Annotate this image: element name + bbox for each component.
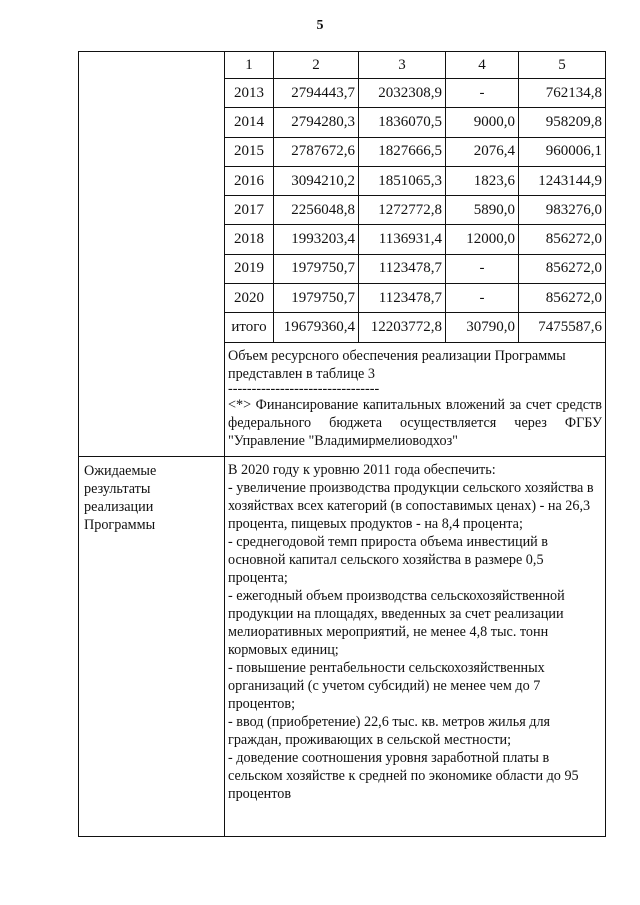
table-cell: 1979750,7 — [274, 254, 359, 283]
table-cell: 2014 — [225, 108, 274, 137]
table-cell: 983276,0 — [519, 196, 606, 225]
table-cell: 2019 — [225, 254, 274, 283]
table-cell: 856272,0 — [519, 284, 606, 313]
table-cell: 856272,0 — [519, 254, 606, 283]
financing-table — [224, 51, 606, 343]
table-row — [225, 166, 606, 195]
table-cell: 1243144,9 — [519, 166, 606, 195]
table-cell: итого — [225, 313, 274, 342]
separator-line: -------------------------------- — [228, 381, 380, 397]
table-cell: 2020 — [225, 284, 274, 313]
table-row — [225, 108, 606, 137]
result-item: - среднегодовой темп прироста объема инвестиций в основной капитал сельского хозяйства в размере 0,5 процента; — [228, 534, 549, 586]
result-item: - ввод (приобретение) 22,6 тыс. кв. метров жилья для граждан, проживающих в сельской местности; — [228, 714, 551, 748]
table-cell: 12203772,8 — [359, 313, 446, 342]
table-row — [225, 284, 606, 313]
table-cell: 9000,0 — [446, 108, 519, 137]
table-cell: 1827666,5 — [359, 137, 446, 166]
table-cell: 12000,0 — [446, 225, 519, 254]
table-cell: 1851065,3 — [359, 166, 446, 195]
result-item: - увеличение производства продукции сельского хозяйства в хозяйствах всех категорий (в сопоставимых ценах) - на 26,3 процента, пищевых продуктов - на 8,4 процента; — [228, 480, 594, 532]
table-header-cell: 3 — [359, 52, 446, 79]
table-cell: 1979750,7 — [274, 284, 359, 313]
table-cell: 2794443,7 — [274, 79, 359, 108]
result-item: - ежегодный объем производства сельскохозяйственной продукции на площадях, введенных за счет реализации мелиоративных мероприятий, не менее 4,8 тыс. тонн кормовых единиц; — [228, 588, 565, 658]
resource-note — [228, 347, 602, 395]
table-cell: 1272772,8 — [359, 196, 446, 225]
table-cell: - — [446, 79, 519, 108]
table-header-cell: 5 — [519, 52, 606, 79]
table-cell: 2794280,3 — [274, 108, 359, 137]
table-cell: 1136931,4 — [359, 225, 446, 254]
table-header-cell: 1 — [225, 52, 274, 79]
result-item: - повышение рентабельности сельскохозяйственных организаций (с учетом субсидий) не менее чем до 7 процентов; — [228, 660, 545, 712]
table-header-cell: 2 — [274, 52, 359, 79]
footnote: <*> Финансирование капитальных вложений за счет средств федерального бюджета осуществляется через ФГБУ "Управление "Владимирмелиоводхоз" — [228, 397, 602, 449]
result-item: - доведение соотношения уровня заработной платы в сельском хозяйстве к средней по экономике области до 95 процентов — [228, 750, 579, 802]
table-cell: 1823,6 — [446, 166, 519, 195]
table-cell: 19679360,4 — [274, 313, 359, 342]
table-cell: 856272,0 — [519, 225, 606, 254]
table-row — [225, 137, 606, 166]
table-cell: 5890,0 — [446, 196, 519, 225]
table-cell: 1123478,7 — [359, 254, 446, 283]
table-cell: - — [446, 284, 519, 313]
table-cell: 1993203,4 — [274, 225, 359, 254]
table-cell: 7475587,6 — [519, 313, 606, 342]
table-row — [225, 254, 606, 283]
table-header-row — [225, 52, 606, 79]
table-cell: 1836070,5 — [359, 108, 446, 137]
results-list — [228, 461, 600, 803]
table-cell: 30790,0 — [446, 313, 519, 342]
table-header-cell: 4 — [446, 52, 519, 79]
table-cell: 958209,8 — [519, 108, 606, 137]
table-cell: 2018 — [225, 225, 274, 254]
table-cell: 2076,4 — [446, 137, 519, 166]
table-cell: 762134,8 — [519, 79, 606, 108]
table-cell: 2017 — [225, 196, 274, 225]
table-cell: 2015 — [225, 137, 274, 166]
results-label: Ожидаемые результаты реализации Программы — [84, 463, 157, 533]
table-row — [225, 313, 606, 342]
table-cell: 960006,1 — [519, 137, 606, 166]
table-row — [225, 79, 606, 108]
table-row — [225, 225, 606, 254]
table-cell: 2013 — [225, 79, 274, 108]
table-cell: 2787672,6 — [274, 137, 359, 166]
table-cell: 3094210,2 — [274, 166, 359, 195]
result-item: В 2020 году к уровню 2011 года обеспечить: — [228, 462, 496, 478]
table-cell: 1123478,7 — [359, 284, 446, 313]
table-cell: 2016 — [225, 166, 274, 195]
page-number: 5 — [316, 18, 324, 33]
table-row — [225, 196, 606, 225]
table-cell: - — [446, 254, 519, 283]
resource-note-text: Объем ресурсного обеспечения реализации Программы представлен в таблице 3 — [228, 348, 566, 382]
table-cell: 2256048,8 — [274, 196, 359, 225]
table-cell: 2032308,9 — [359, 79, 446, 108]
